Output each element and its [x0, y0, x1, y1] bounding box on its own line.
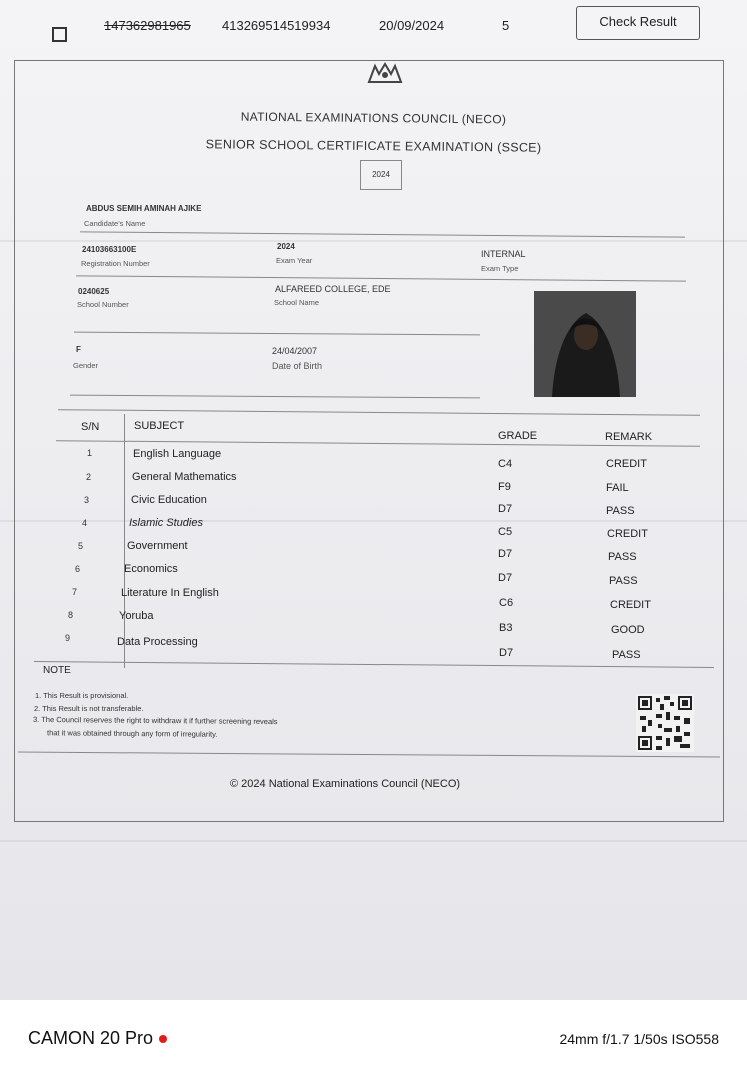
- row-subject: Data Processing: [117, 636, 198, 648]
- date-of-birth: 24/04/2007: [272, 346, 318, 356]
- grade-header: GRADE: [498, 430, 538, 442]
- sn-header: S/N: [81, 421, 100, 433]
- row-subject: Literature In English: [121, 587, 219, 599]
- row-grade: C4: [498, 458, 513, 470]
- exam-year-label: Exam Year: [276, 256, 313, 265]
- note-title: NOTE: [43, 665, 71, 676]
- footer-copyright: © 2024 National Examinations Council (NECO): [230, 778, 461, 790]
- row-remark: CREDIT: [607, 528, 648, 540]
- row-subject: General Mathematics: [132, 471, 237, 483]
- row-grade: F9: [498, 481, 511, 493]
- exam-year: 2024: [277, 242, 295, 251]
- row-sn: 2: [86, 472, 92, 482]
- row-remark: PASS: [608, 551, 637, 563]
- row-sn: 9: [65, 633, 71, 643]
- row-sn: 8: [68, 610, 74, 620]
- school-name-label: School Name: [274, 298, 320, 307]
- id-one: 147362981965: [104, 18, 191, 33]
- row-grade: B3: [499, 622, 513, 634]
- registration-number: 24103663100E: [82, 245, 137, 254]
- subject-header: SUBJECT: [134, 420, 185, 432]
- gender: F: [76, 345, 81, 354]
- red-dot-icon: [159, 1035, 167, 1043]
- column-divider: [124, 414, 125, 668]
- row-sn: 4: [82, 518, 88, 528]
- camera-watermark: [0, 1000, 747, 1080]
- camera-model: [28, 1028, 167, 1049]
- gender-label: Gender: [73, 361, 99, 370]
- qr-code-icon: [636, 694, 694, 752]
- row-grade: C6: [499, 597, 514, 609]
- camera-model-text: CAMON 20 Pro: [28, 1028, 154, 1048]
- school-number: 0240625: [78, 287, 110, 296]
- school-number-label: School Number: [77, 300, 129, 309]
- check-result-button[interactable]: Check Result: [576, 6, 700, 40]
- row-sn: 1: [87, 448, 93, 458]
- neco-logo-icon: [365, 62, 405, 84]
- row-remark: CREDIT: [610, 599, 651, 611]
- exam-type-label: Exam Type: [481, 264, 519, 273]
- school-name: ALFAREED COLLEGE, EDE: [275, 284, 391, 294]
- row-grade: D7: [498, 572, 513, 584]
- row-sn: 6: [75, 564, 81, 574]
- council-title: NATIONAL EXAMINATIONS COUNCIL (NECO): [240, 109, 507, 127]
- row-remark: PASS: [612, 649, 641, 661]
- row-grade: D7: [498, 503, 513, 515]
- dob-label: Date of Birth: [272, 361, 323, 371]
- camera-settings: 24mm f/1.7 1/50s ISO558: [559, 1031, 719, 1047]
- row-subject: Government: [127, 540, 188, 552]
- note-line: 1. This Result is provisional.: [35, 691, 129, 700]
- row-subject: Economics: [124, 563, 178, 575]
- row-sn: 3: [84, 495, 90, 505]
- select-checkbox[interactable]: [52, 27, 67, 42]
- candidate-photo: [534, 291, 636, 397]
- row-subject: Civic Education: [131, 494, 207, 506]
- result-topbar: [0, 0, 747, 60]
- row-subject: Yoruba: [119, 610, 154, 622]
- registration-label: Registration Number: [81, 259, 150, 268]
- note-line: 3. The Council reserves the right to withdraw it if further screening reveals: [32, 714, 278, 727]
- row-sn: 5: [78, 541, 84, 551]
- exam-title: SENIOR SCHOOL CERTIFICATE EXAMINATION (SSCE): [205, 137, 542, 155]
- row-remark: PASS: [606, 505, 635, 517]
- row-remark: GOOD: [611, 624, 645, 636]
- candidate-name-label: Candidate's Name: [84, 219, 146, 228]
- row-subject: English Language: [133, 448, 222, 460]
- row-grade: C5: [498, 526, 513, 538]
- row-grade: D7: [499, 647, 514, 659]
- row-sn: 7: [72, 587, 78, 597]
- date-text: 20/09/2024: [379, 18, 445, 33]
- exam-type: INTERNAL: [481, 249, 526, 259]
- row-remark: FAIL: [606, 482, 629, 494]
- count-text: 5: [502, 18, 510, 33]
- note-line: 2. This Result is not transferable.: [34, 704, 144, 713]
- remark-header: REMARK: [605, 431, 653, 443]
- row-subject: Islamic Studies: [129, 517, 203, 529]
- row-remark: CREDIT: [606, 458, 647, 470]
- note-line: that it was obtained through any form of irregularity.: [46, 728, 218, 739]
- row-remark: PASS: [609, 575, 638, 587]
- row-grade: D7: [498, 548, 513, 560]
- id-two: 413269514519934: [222, 18, 331, 33]
- candidate-name: ABDUS SEMIH AMINAH AJIKE: [86, 204, 202, 213]
- year-box: 2024: [360, 160, 402, 190]
